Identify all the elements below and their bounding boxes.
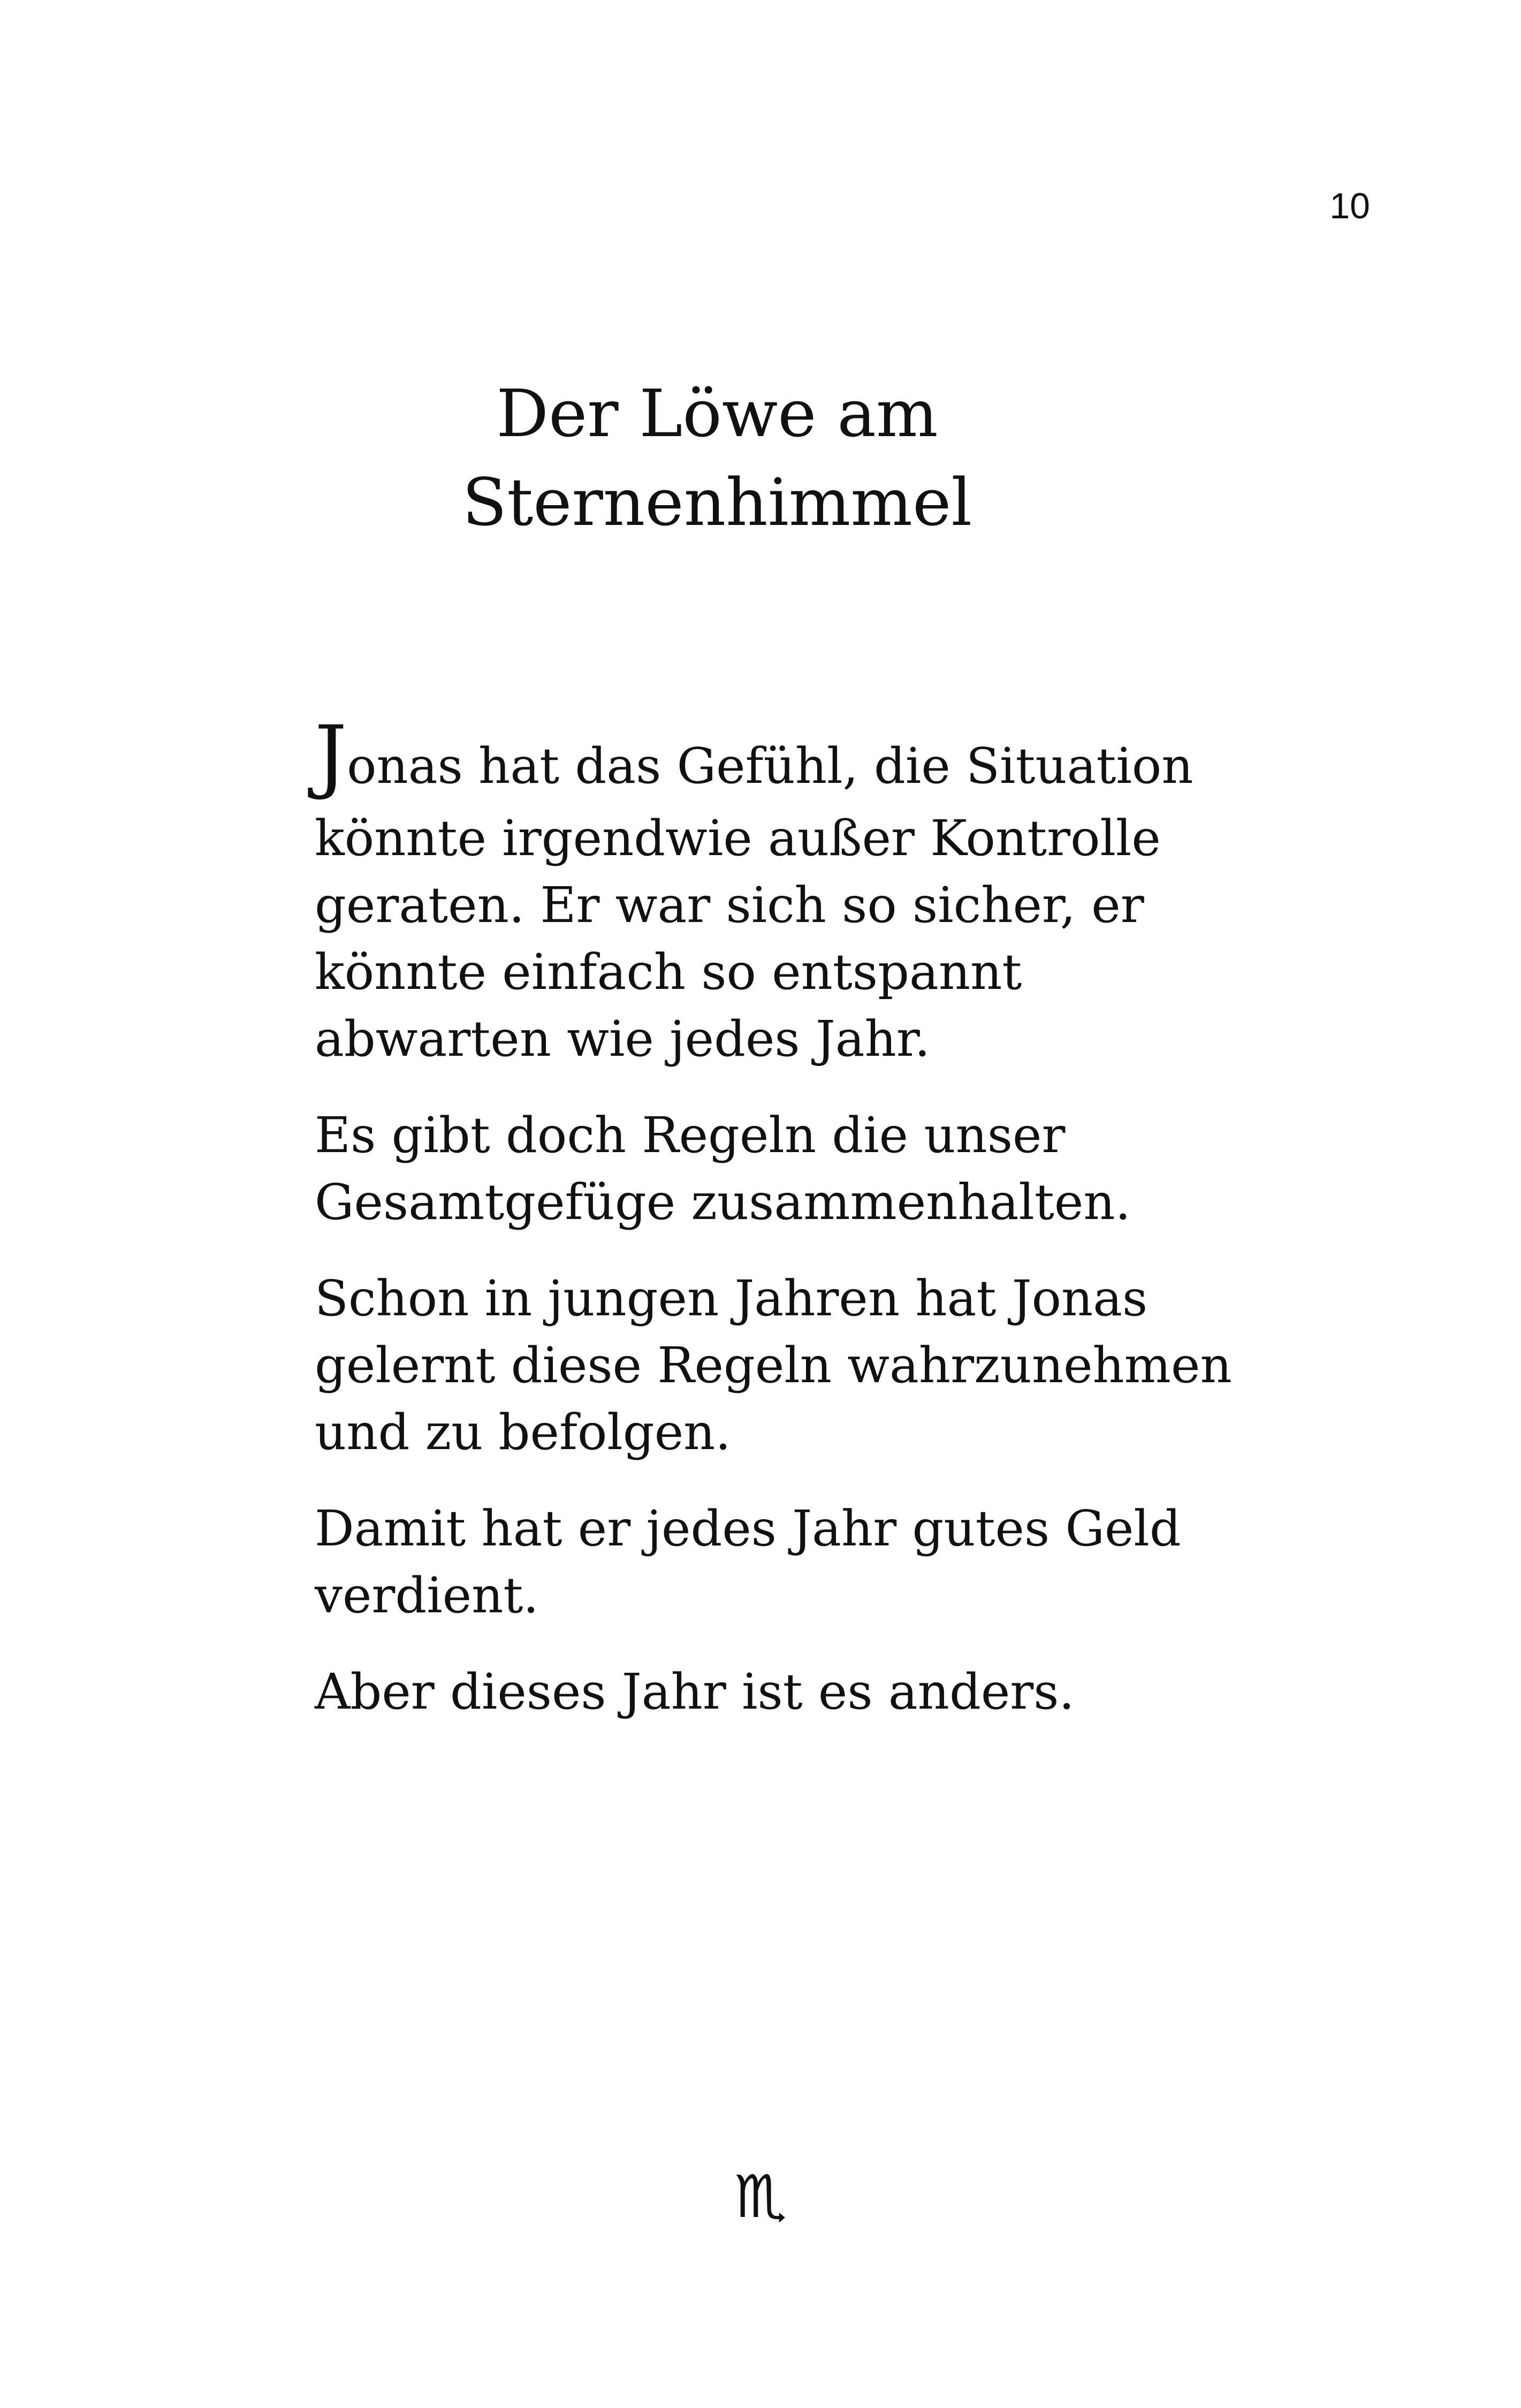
chapter-title-line: Sternenhimmel bbox=[462, 464, 972, 540]
text-line: Gesamtgefüge zusammenhalten. bbox=[315, 1173, 1131, 1231]
text-line: onas hat das Gefühl, die Situation bbox=[347, 737, 1193, 795]
first-line bbox=[315, 709, 1225, 802]
page-number: 10 bbox=[1329, 186, 1370, 226]
text-line: Damit hat er jedes Jahr gutes Geld bbox=[315, 1500, 1181, 1557]
text-line: und zu befolgen. bbox=[315, 1404, 731, 1461]
text-line: Es gibt doch Regeln die unser bbox=[315, 1107, 1066, 1164]
text-line: könnte irgendwie außer Kontrolle bbox=[315, 810, 1161, 867]
paragraph bbox=[315, 709, 1225, 1072]
text-line: Aber dieses Jahr ist es anders. bbox=[315, 1663, 1075, 1720]
chapter-title bbox=[343, 369, 1092, 547]
paragraph bbox=[315, 1658, 1225, 1725]
paragraph bbox=[315, 1102, 1225, 1236]
chapter-body bbox=[315, 709, 1232, 1755]
text-line: verdient. bbox=[315, 1567, 539, 1624]
text-line: geraten. Er war sich so sicher, er bbox=[315, 877, 1144, 934]
text-line: könnte einfach so entspannt bbox=[315, 943, 1022, 1001]
drop-cap: J bbox=[315, 709, 347, 802]
chapter-title-line: Der Löwe am bbox=[496, 376, 938, 452]
paragraph bbox=[315, 1265, 1232, 1466]
text-line: gelernt diese Regeln wahrzunehmen bbox=[315, 1337, 1232, 1394]
scorpio-symbol-icon: ♏ bbox=[734, 2162, 787, 2231]
text-line: Schon in jungen Jahren hat Jonas bbox=[315, 1270, 1148, 1327]
text-line: abwarten wie jedes Jahr. bbox=[315, 1010, 930, 1068]
paragraph bbox=[315, 1495, 1225, 1629]
